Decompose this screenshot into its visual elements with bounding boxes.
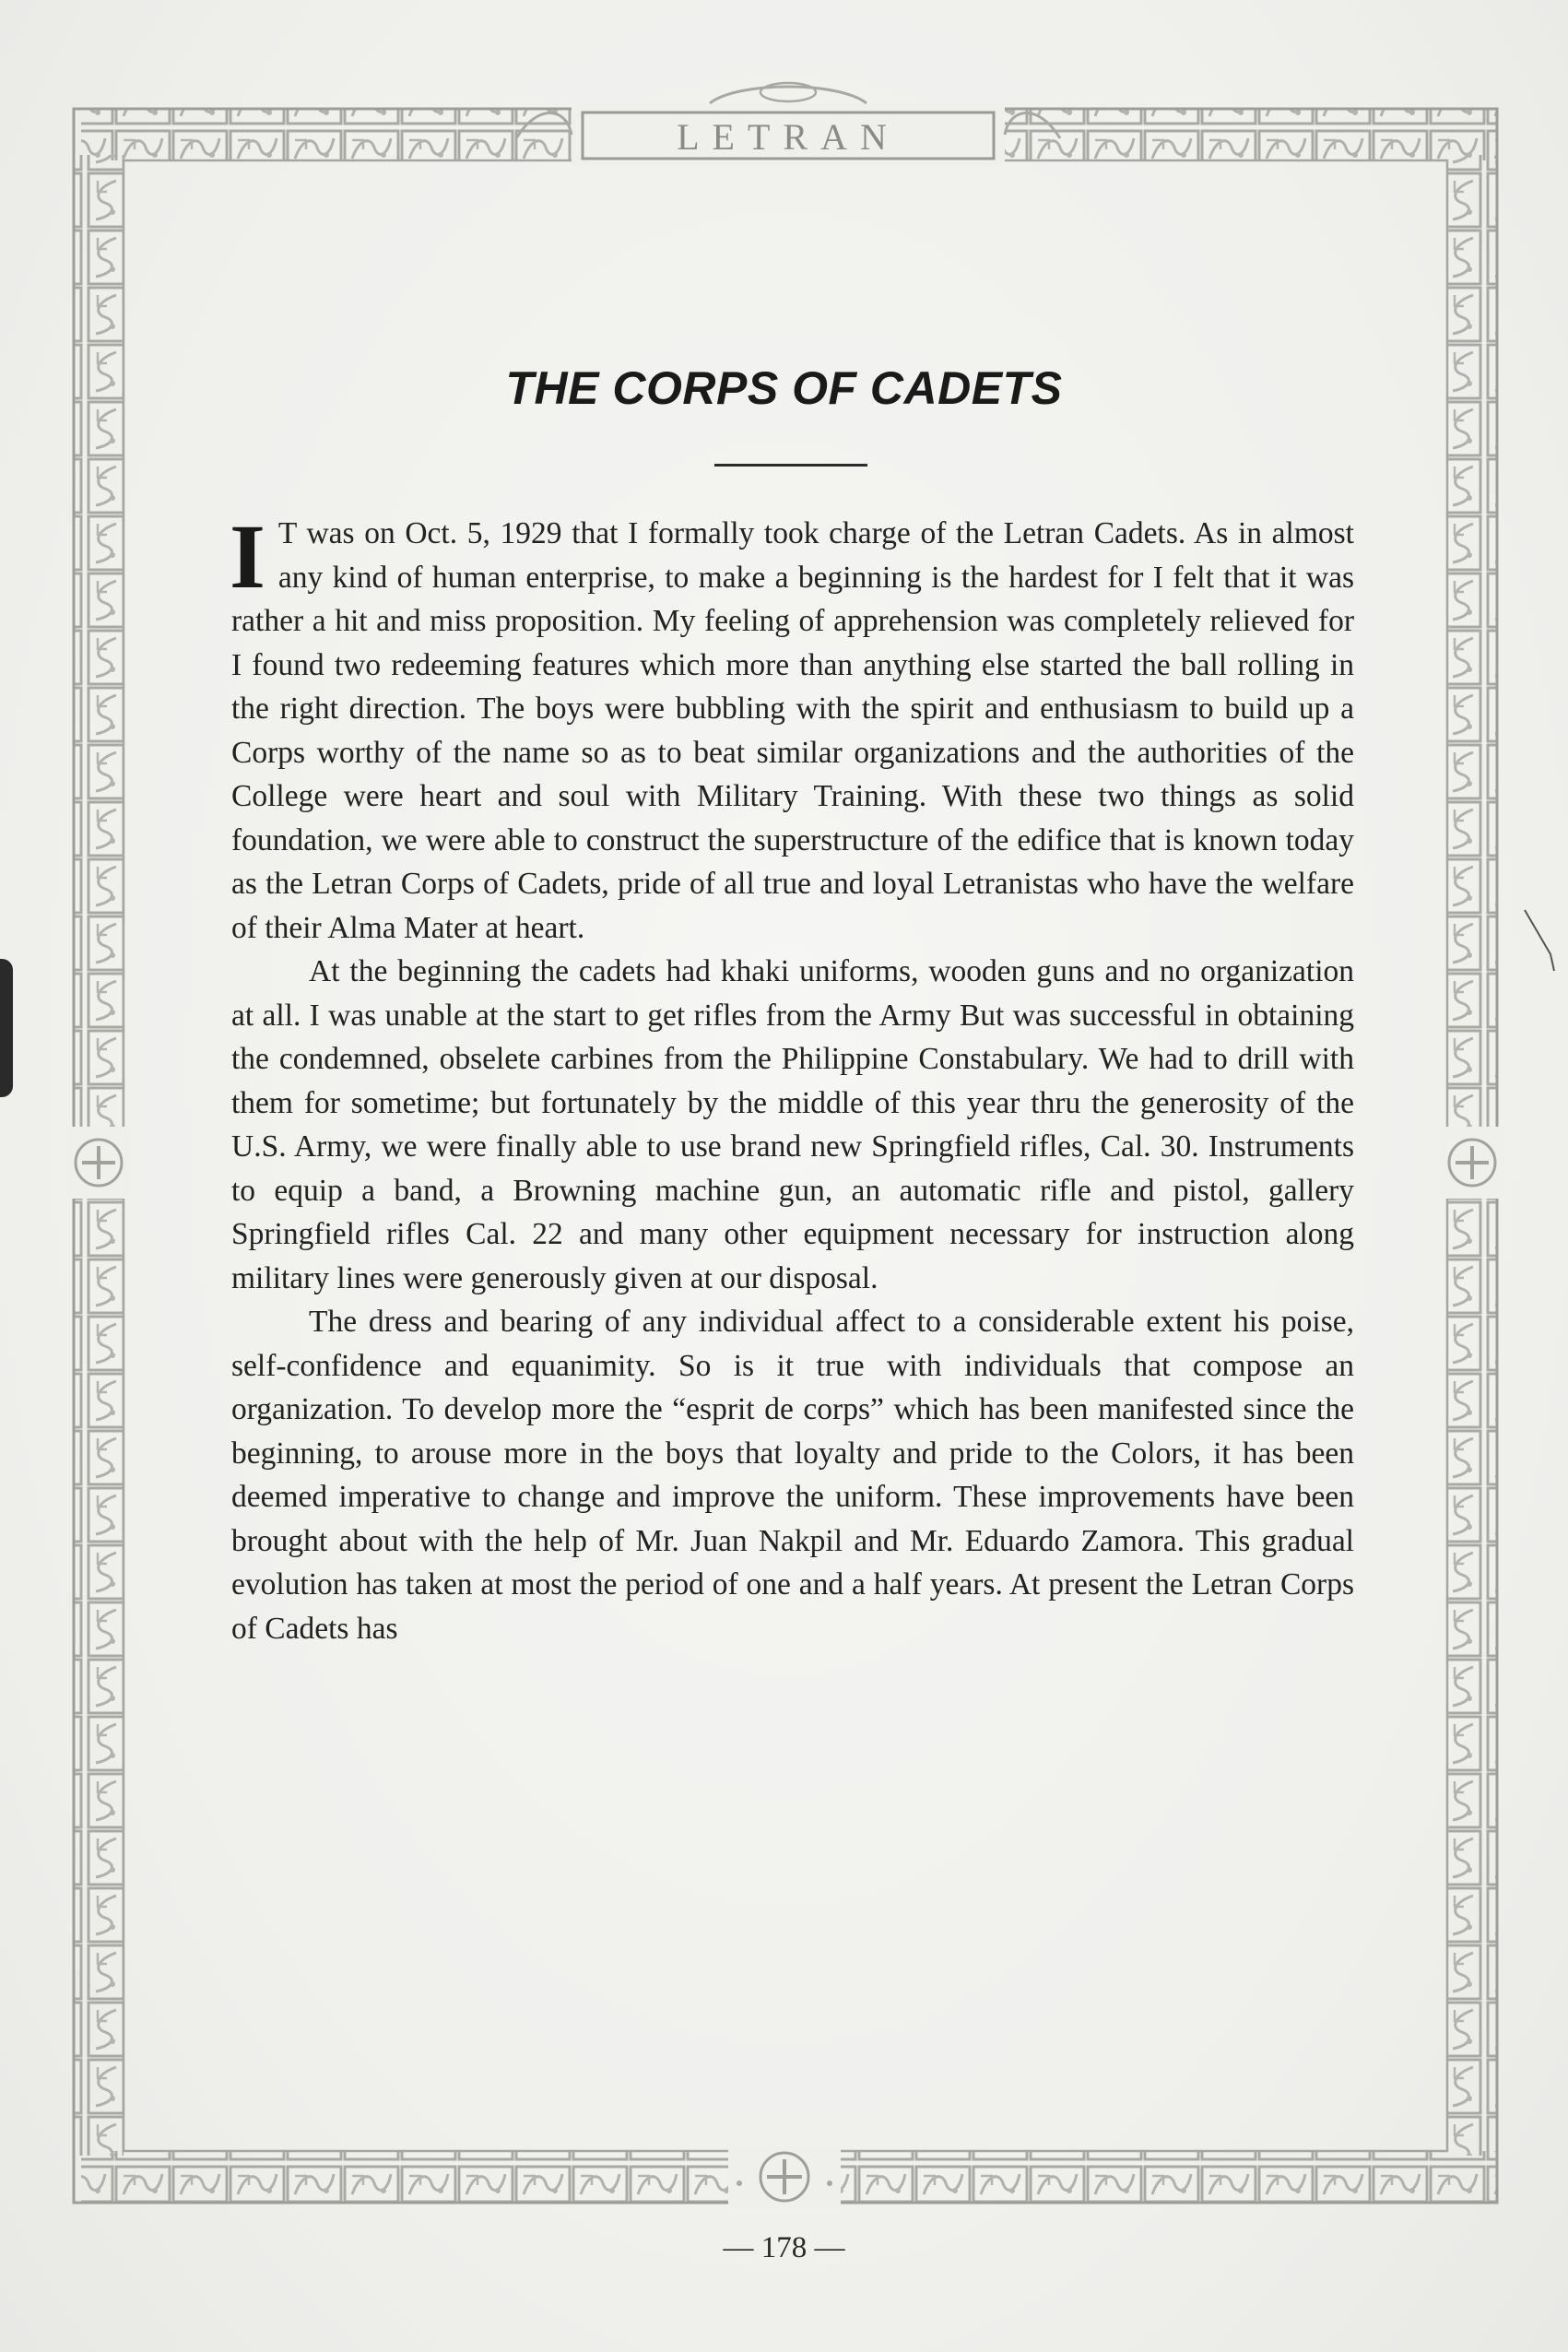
page-number: — 178 —	[723, 2231, 845, 2264]
article-body	[230, 505, 1354, 1650]
paragraph-2: At the beginning the cadets had khaki uniforms, wooden guns and no organization at all. I was unable at the start to get rifles from the Army But was successful in obtaining the condemned, obselete carbines from the Philippine Constabulary. We had to drill with them for sometime; but fortunately by the middle of this year thru the generosity of the U.S. Army, we were finally able to use brand new Springfield rifles, Cal. 30. Instruments to equip a band, a Browning machine gun, an automatic rifle and pistol, gallery Springfield rifles Cal. 22 and many other equipment necessary for instruction along military lines were generously given at our disposal.	[231, 954, 1354, 1295]
paragraph-3: The dress and bearing of any individual affect to a considerable extent his poise, self-confidence and equanimity. So is it true with individuals that compose an organization. To develop more the “esprit de corps” which has been manifested since the beginning, to arouse more in the boys that loyalty and pride to the Colors, it has been deemed imperative to change and improve the uniform. These improvements have been brought about with the help of Mr. Juan Nakpil and Mr. Eduardo Zamora. This gradual evolution has taken at most the period of one and a half years. At present the Letran Corps of Cadets has	[231, 1305, 1354, 1646]
scan-mark	[1523, 908, 1560, 973]
paragraph-1	[230, 505, 1354, 950]
scan-edge-shadow	[0, 959, 13, 1097]
header-banner-text: LETRAN	[677, 115, 900, 158]
title-divider	[714, 464, 867, 467]
paragraph-1-text: T was on Oct. 5, 1929 that I formally took charge of the Letran Cadets. As in almost any kind of human enterprise, to make a beginning is the hardest for I felt that it was rather a hit and miss proposition. My feeling of apprehension was completely relieved for I found two redeeming features which more than anything else started the ball rolling in the right direction. The boys were bubbling with the spirit and enthusiasm to build up a Corps worthy of the name so as to beat similar organizations and the authorities of the College were heart and soul with Military Training. With these two things as solid foundation, we were able to construct the superstructure of the edifice that is known today as the Letran Corps of Cadets, pride of all true and loyal Letranistas who have the welfare of their Alma Mater at heart.	[231, 516, 1354, 945]
article-title: THE CORPS OF CADETS	[505, 362, 1063, 414]
drop-cap: I	[230, 505, 265, 608]
